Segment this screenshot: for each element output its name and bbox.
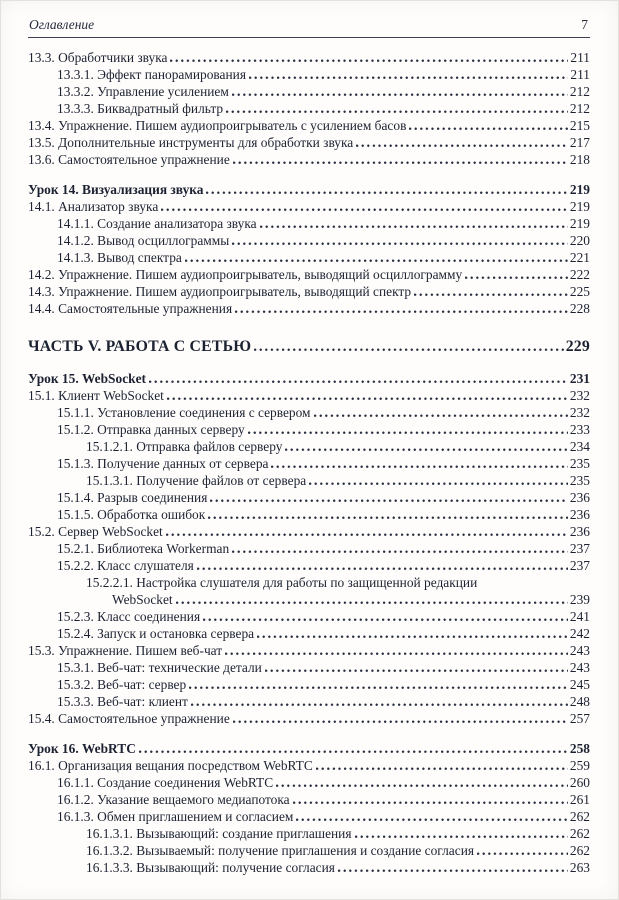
- dot-leader: [232, 549, 568, 553]
- toc-entry-page: 232: [569, 388, 590, 403]
- toc-entry-page: 234: [569, 439, 590, 454]
- toc-entry: [28, 215, 590, 232]
- toc-entry-page: 217: [569, 135, 590, 150]
- toc-entry-title: 16.1.3. Обмен приглашением и согласием: [57, 809, 294, 824]
- toc-entry-title: Урок 15. WebSocket: [28, 371, 146, 386]
- toc-entry-title: 14.1.1. Создание анализатора звука: [57, 216, 257, 231]
- dot-leader: [185, 258, 568, 262]
- toc-entry-title: 14.1.2. Вывод осциллограммы: [57, 233, 230, 248]
- toc-entry-title: 14.4. Самостоятельные упражнения: [28, 301, 233, 316]
- toc-entry: [28, 49, 590, 66]
- dot-leader: [203, 617, 568, 621]
- toc-entry-title: 15.4. Самостоятельное упражнение: [28, 711, 230, 726]
- toc-entry-page: 260: [569, 775, 590, 790]
- toc-entry: [28, 740, 590, 757]
- toc-entry-title: 15.2.2.1. Настройка слушателя для работы по защищенной редакции: [86, 575, 478, 590]
- toc-entry-page: 219: [569, 182, 590, 197]
- dot-leader: [265, 668, 568, 672]
- toc-entry-title: 16.1.3.2. Вызываемый: получение приглашения и создание согласия: [86, 843, 475, 858]
- toc-entry-page: 225: [569, 284, 590, 299]
- toc-entry: [28, 523, 590, 540]
- toc-entry-title: 15.1.3.1. Получение файлов от сервера: [86, 473, 307, 488]
- toc-entry-page: 242: [569, 626, 590, 641]
- toc-entry: [28, 66, 590, 83]
- dot-leader: [477, 851, 568, 855]
- toc-entry-page: 236: [569, 524, 590, 539]
- toc-entry-page: 259: [569, 758, 590, 773]
- dot-leader: [309, 481, 568, 485]
- dot-leader: [409, 126, 568, 130]
- toc-entry: [28, 438, 590, 455]
- dot-leader: [226, 109, 568, 113]
- toc-entry: [28, 710, 590, 727]
- dot-leader: [248, 430, 568, 434]
- toc-entry: [28, 825, 590, 842]
- dot-leader: [293, 800, 568, 804]
- toc-entry-title: 14.3. Упражнение. Пишем аудиопроигрыватель, выводящий спектр: [28, 284, 412, 299]
- dot-leader: [170, 58, 568, 62]
- toc-entry-title: 13.5. Дополнительные инструменты для обработки звука: [28, 135, 354, 150]
- toc-entry: [28, 134, 590, 151]
- dot-leader: [166, 532, 568, 536]
- toc-entry-page: 211: [570, 67, 590, 82]
- toc-entry-title: 16.1.3.1. Вызывающий: создание приглашения: [86, 826, 352, 841]
- dot-leader: [232, 241, 568, 245]
- toc-entry-title: 15.1. Клиент WebSocket: [28, 388, 164, 403]
- toc-entry-page: 239: [569, 592, 590, 607]
- toc-entry-title: 15.3.1. Веб-чат: технические детали: [57, 660, 262, 675]
- dot-leader: [232, 92, 568, 96]
- toc-entry-page: 245: [569, 677, 590, 692]
- toc-entry-page: 262: [569, 843, 590, 858]
- toc-entry-page: 232: [569, 405, 590, 420]
- toc-entry-title: ЧАСТЬ V. РАБОТА С СЕТЬЮ: [28, 338, 252, 355]
- toc-entry-page: 229: [565, 338, 590, 355]
- toc-entry-page: 222: [569, 267, 590, 282]
- toc-entry: [28, 608, 590, 625]
- toc-entry-title: 15.1.2.1. Отправка файлов серверу: [86, 439, 283, 454]
- dot-leader: [189, 685, 568, 689]
- dot-leader: [167, 396, 568, 400]
- toc-entry: [28, 859, 590, 876]
- toc-entry-title: 15.2. Сервер WebSocket: [28, 524, 163, 539]
- toc-entry: [28, 337, 590, 357]
- toc-entry-title: 14.2. Упражнение. Пишем аудиопроигрыватель, выводящий осциллограмму: [28, 267, 463, 282]
- toc-entry-page: 215: [569, 118, 590, 133]
- toc-entry-page: 237: [569, 558, 590, 573]
- toc-entry: [28, 181, 590, 198]
- toc-entry-title: 15.3. Упражнение. Пишем веб-чат: [28, 643, 223, 658]
- toc-entry: [28, 455, 590, 472]
- toc-entry-page: 236: [569, 490, 590, 505]
- toc-entry-title: 15.1.5. Обработка ошибок: [57, 507, 206, 522]
- toc-entry-title: 13.3.1. Эффект панорамирования: [57, 67, 246, 82]
- toc-entry: [28, 266, 590, 283]
- toc-entry: [28, 300, 590, 317]
- toc-entry: [28, 283, 590, 300]
- dot-leader: [314, 413, 568, 417]
- toc-entry-title: 16.1.3.3. Вызывающий: получение согласия: [86, 860, 335, 875]
- dot-leader: [356, 143, 568, 147]
- dot-leader: [176, 600, 568, 604]
- toc-entry: [28, 404, 590, 421]
- toc-entry-page: 262: [569, 826, 590, 841]
- toc-entry: [28, 693, 590, 710]
- toc-entry-page: 233: [569, 422, 590, 437]
- toc-entry-page: 263: [569, 860, 590, 875]
- toc-entry-page: 219: [569, 199, 590, 214]
- toc-entry-title: 13.6. Самостоятельное упражнение: [28, 152, 230, 167]
- toc-entry-title: 15.2.1. Библиотека Workerman: [57, 541, 230, 556]
- toc-entry: [28, 676, 590, 693]
- dot-leader: [285, 447, 567, 451]
- toc-entry: [28, 791, 590, 808]
- dot-leader: [208, 515, 568, 519]
- toc-entry: [28, 370, 590, 387]
- toc-entry-title: 15.1.1. Установление соединения с сервером: [57, 405, 311, 420]
- dot-leader: [225, 651, 568, 655]
- header-running-title: Оглавление: [29, 17, 95, 32]
- toc-entry: [28, 421, 590, 438]
- toc-entry: [28, 659, 590, 676]
- toc-entry-title: 13.3.3. Биквадратный фильтр: [57, 101, 224, 116]
- toc-entry-title: 15.2.2. Класс слушателя: [57, 558, 194, 573]
- dot-leader: [161, 207, 568, 211]
- dot-leader: [296, 817, 568, 821]
- dot-leader: [316, 766, 568, 770]
- toc-entry: [28, 387, 590, 404]
- toc-entry-title: 15.1.3. Получение данных от сервера: [57, 456, 269, 471]
- toc-entry-page: 243: [569, 660, 590, 675]
- toc-entry-page: 211: [570, 50, 590, 65]
- dot-leader: [206, 190, 567, 194]
- dot-leader: [271, 464, 567, 468]
- toc-entry: [28, 249, 590, 266]
- dot-leader: [355, 834, 568, 838]
- toc-entry-title: 16.1.1. Создание соединения WebRTC: [57, 775, 274, 790]
- toc-entry: [28, 774, 590, 791]
- toc-entry-title: 14.1.3. Вывод спектра: [57, 250, 182, 265]
- toc-entry-title: 15.2.3. Класс соединения: [57, 609, 201, 624]
- toc-entry-title: Урок 16. WebRTC: [28, 741, 136, 756]
- toc-entry: [28, 642, 590, 659]
- toc-entry-page: 212: [569, 101, 590, 116]
- toc-entry: [28, 472, 590, 489]
- toc-entry-title: 13.3. Обработчики звука: [28, 50, 168, 65]
- dot-leader: [210, 498, 568, 502]
- toc-entry-page: 220: [569, 233, 590, 248]
- toc-entry-page: 235: [569, 456, 590, 471]
- toc-entry-page: 243: [569, 643, 590, 658]
- toc-entry-page: 219: [569, 216, 590, 231]
- toc-entry: [28, 83, 590, 100]
- toc-entry: [28, 198, 590, 215]
- toc-entry-title: 15.2.4. Запуск и остановка сервера: [57, 626, 255, 641]
- dot-leader: [276, 783, 568, 787]
- dot-leader: [254, 347, 563, 351]
- page-number: 7: [581, 17, 588, 32]
- toc-entry: [28, 842, 590, 859]
- toc-entry-page: 212: [569, 84, 590, 99]
- toc-entry: [28, 574, 590, 591]
- toc-entry-page: 228: [569, 301, 590, 316]
- toc-entry-page: 241: [569, 609, 590, 624]
- toc-entry: [28, 808, 590, 825]
- dot-leader: [338, 868, 568, 872]
- toc-entry-title: 13.3.2. Управление усилением: [57, 84, 229, 99]
- toc-entry-page: 257: [569, 711, 590, 726]
- toc-entry: [28, 151, 590, 168]
- dot-leader: [233, 160, 568, 164]
- toc-entry: [28, 506, 590, 523]
- dot-leader: [465, 275, 568, 279]
- toc-entry: [28, 100, 590, 117]
- dot-leader: [149, 379, 568, 383]
- dot-leader: [414, 292, 568, 296]
- toc-entry-page: 248: [569, 694, 590, 709]
- toc-entry-page: 231: [569, 371, 590, 386]
- toc-entry-page: 218: [569, 152, 590, 167]
- toc-entry: [28, 489, 590, 506]
- toc-entry-page: 262: [569, 809, 590, 824]
- toc-entry-title: 15.3.2. Веб-чат: сервер: [57, 677, 187, 692]
- table-of-contents: [28, 49, 590, 876]
- dot-leader: [139, 749, 568, 753]
- toc-entry-title: 16.1. Организация вещания посредством WebRTC: [28, 758, 313, 773]
- toc-entry-page: 261: [569, 792, 590, 807]
- dot-leader: [235, 309, 568, 313]
- dot-leader: [257, 634, 568, 638]
- toc-entry: [28, 117, 590, 134]
- toc-entry-page: 221: [569, 250, 590, 265]
- toc-entry-title: 15.3.3. Веб-чат: клиент: [57, 694, 188, 709]
- toc-entry: [28, 625, 590, 642]
- toc-entry-title: 13.4. Упражнение. Пишем аудиопроигрыватель с усилением басов: [28, 118, 407, 133]
- toc-entry-title: 15.1.2. Отправка данных серверу: [57, 422, 245, 437]
- dot-leader: [260, 224, 568, 228]
- toc-entry-title: 16.1.2. Указание вещаемого медиапотока: [57, 792, 290, 807]
- dot-leader: [191, 702, 568, 706]
- toc-entry: [28, 232, 590, 249]
- dot-leader: [249, 75, 568, 79]
- toc-entry-page: 236: [569, 507, 590, 522]
- toc-entry: [28, 540, 590, 557]
- page-header: [28, 17, 590, 38]
- toc-entry: [28, 757, 590, 774]
- dot-leader: [197, 566, 568, 570]
- toc-entry-page: 258: [569, 741, 590, 756]
- dot-leader: [233, 719, 568, 723]
- toc-entry-page: 235: [569, 473, 590, 488]
- toc-entry-title: 15.1.4. Разрыв соединения: [57, 490, 208, 505]
- toc-entry: [28, 557, 590, 574]
- toc-entry-page: 237: [569, 541, 590, 556]
- toc-entry-title: WebSocket: [112, 592, 173, 607]
- toc-entry-title: 14.1. Анализатор звука: [28, 199, 159, 214]
- toc-entry-title: Урок 14. Визуализация звука: [28, 182, 204, 197]
- toc-entry: [28, 591, 590, 608]
